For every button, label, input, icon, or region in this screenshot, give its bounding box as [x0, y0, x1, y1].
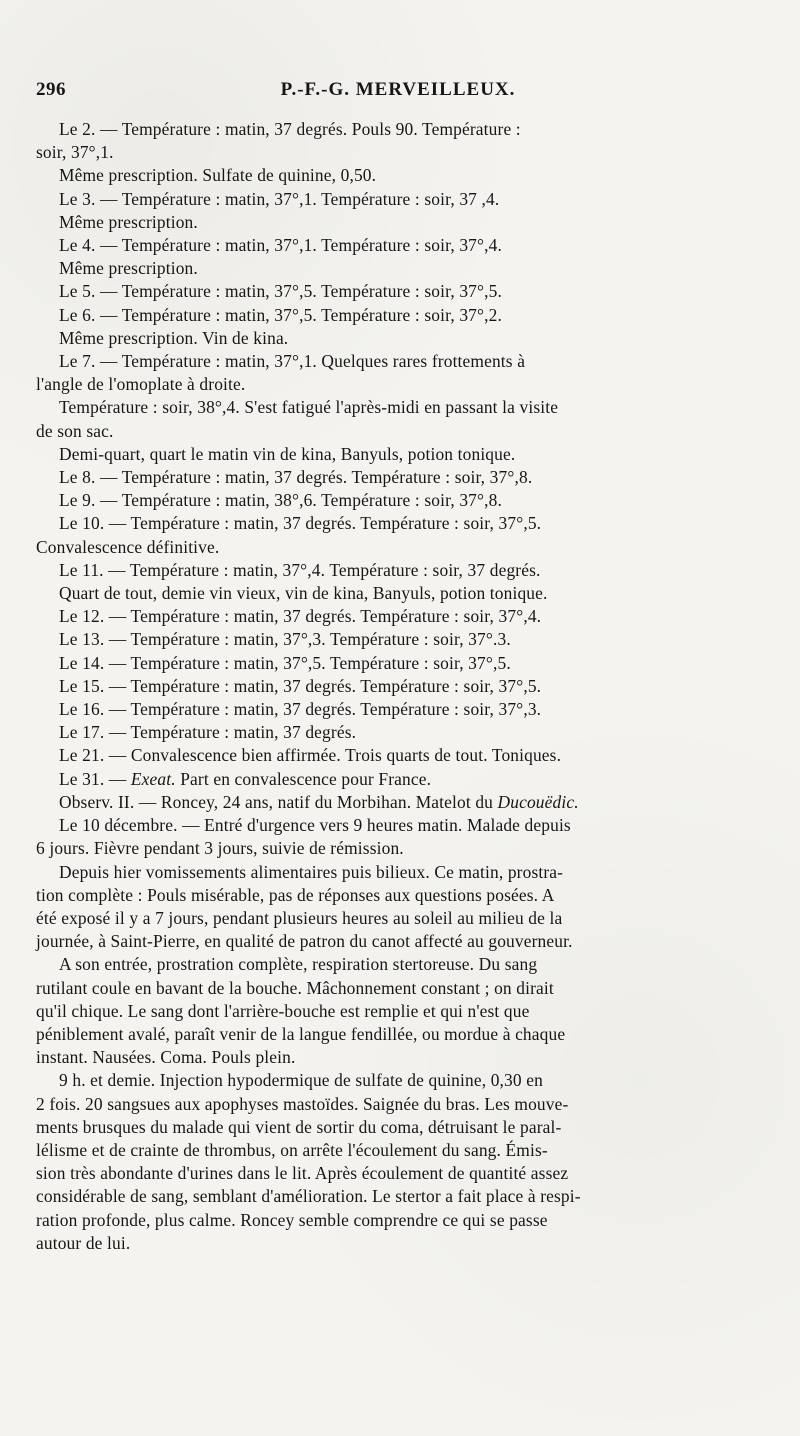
text-line: de son sac. — [36, 420, 114, 441]
text-line: Le 14. — Température : matin, 37°,5. Température : soir, 37°,5. — [59, 652, 511, 673]
text-line: 6 jours. Fièvre pendant 3 jours, suivie de rémission. — [36, 838, 404, 859]
text-line: tion complète : Pouls misérable, pas de réponses aux questions posées. A — [36, 884, 555, 905]
text-line: Convalescence définitive. — [36, 536, 220, 557]
text-line: Le 7. — Température : matin, 37°,1. Quelques rares frottements à — [59, 351, 526, 372]
text-segment: Observ. II. — Roncey, 24 ans, natif du Morbihan. Matelot du — [59, 791, 498, 812]
text-line: Même prescription. — [59, 258, 198, 279]
text-line: Le 9. — Température : matin, 38°,6. Température : soir, 37°,8. — [59, 490, 502, 511]
text-line: journée, à Saint-Pierre, en qualité de patron du canot affecté au gouverneur. — [36, 931, 573, 952]
page-number: 296 — [36, 79, 66, 100]
text-line: Le 17. — Température : matin, 37 degrés. — [59, 722, 357, 743]
text-line: Le 5. — Température : matin, 37°,5. Température : soir, 37°,5. — [59, 281, 502, 302]
text-line: Température : soir, 38°,4. S'est fatigué l'après-midi en passant la visite — [59, 397, 559, 418]
text-line: Le 16. — Température : matin, 37 degrés. Température : soir, 37°,3. — [59, 699, 542, 720]
text-line: 9 h. et demie. Injection hypodermique de sulfate de quinine, 0,30 en — [59, 1070, 543, 1091]
text-line: soir, 37°,1. — [36, 142, 114, 163]
text-line: péniblement avalé, paraît venir de la langue fendillée, ou mordue à chaque — [36, 1023, 566, 1044]
text-line: ments brusques du malade qui vient de sortir du coma, détruisant le paral- — [36, 1116, 562, 1137]
text-line: Même prescription. Sulfate de quinine, 0,50. — [59, 165, 377, 186]
text-line: l'angle de l'omoplate à droite. — [36, 374, 246, 395]
text-line: A son entrée, prostration complète, respiration stertoreuse. Du sang — [59, 954, 538, 975]
text-line: Le 8. — Température : matin, 37 degrés. Température : soir, 37°,8. — [59, 467, 533, 488]
text-line: instant. Nausées. Coma. Pouls plein. — [36, 1047, 296, 1068]
text-line: Le 21. — Convalescence bien affirmée. Trois quarts de tout. Toniques. — [59, 745, 562, 766]
text-line: Le 3. — Température : matin, 37°,1. Température : soir, 37 ,4. — [59, 188, 500, 209]
text-line — [36, 791, 764, 814]
text-segment: Le 31. — — [59, 768, 131, 789]
text-line: considérable de sang, semblant d'amélioration. Le stertor a fait place à respi- — [36, 1186, 581, 1207]
text-line — [36, 768, 764, 791]
text-line: Même prescription. — [59, 211, 198, 232]
text-line: Quart de tout, demie vin vieux, vin de kina, Banyuls, potion tonique. — [59, 583, 548, 604]
italic-text: Ducouëdic. — [497, 791, 579, 812]
text-line: Le 6. — Température : matin, 37°,5. Température : soir, 37°,2. — [59, 304, 502, 325]
text-segment: Part en convalescence pour France. — [175, 768, 432, 789]
text-line: Le 10 décembre. — Entré d'urgence vers 9 heures matin. Malade depuis — [59, 815, 571, 836]
text-line: lélisme et de crainte de thrombus, on arrête l'écoulement du sang. Émis- — [36, 1139, 548, 1160]
text-line: qu'il chique. Le sang dont l'arrière-bouche est remplie et qui n'est que — [36, 1000, 530, 1021]
text-line: Le 2. — Température : matin, 37 degrés. Pouls 90. Température : — [59, 119, 521, 139]
text-line: Le 11. — Température : matin, 37°,4. Température : soir, 37 degrés. — [59, 559, 541, 580]
text-line: 2 fois. 20 sangsues aux apophyses mastoïdes. Saignée du bras. Les mouve- — [36, 1093, 569, 1114]
text-line: Même prescription. Vin de kina. — [59, 327, 289, 348]
text-line: Depuis hier vomissements alimentaires puis bilieux. Ce matin, prostra- — [59, 861, 564, 882]
italic-text: Exeat. — [130, 768, 176, 789]
text-line: Le 4. — Température : matin, 37°,1. Température : soir, 37°,4. — [59, 235, 502, 256]
text-line: Le 15. — Température : matin, 37 degrés. Température : soir, 37°,5. — [59, 675, 542, 696]
running-head: P.-F.-G. MERVEILLEUX. — [280, 79, 516, 100]
text-line: Demi-quart, quart le matin vin de kina, Banyuls, potion tonique. — [59, 443, 516, 464]
text-line: Le 12. — Température : matin, 37 degrés. Température : soir, 37°,4. — [59, 606, 542, 627]
text-line: sion très abondante d'urines dans le lit. Après écoulement de quantité assez — [36, 1163, 569, 1184]
text-line: ration profonde, plus calme. Roncey semble comprendre ce qui se passe — [36, 1209, 548, 1230]
text-line: Le 13. — Température : matin, 37°,3. Température : soir, 37°.3. — [59, 629, 511, 650]
text-line: été exposé il y a 7 jours, pendant plusieurs heures au soleil au milieu de la — [36, 907, 563, 928]
document-body — [36, 118, 764, 1255]
text-line: autour de lui. — [36, 1232, 131, 1253]
text-line: Le 10. — Température : matin, 37 degrés. Température : soir, 37°,5. — [59, 513, 542, 534]
text-line: rutilant coule en bavant de la bouche. Mâchonnement constant ; on dirait — [36, 977, 554, 998]
page-header — [36, 79, 760, 109]
